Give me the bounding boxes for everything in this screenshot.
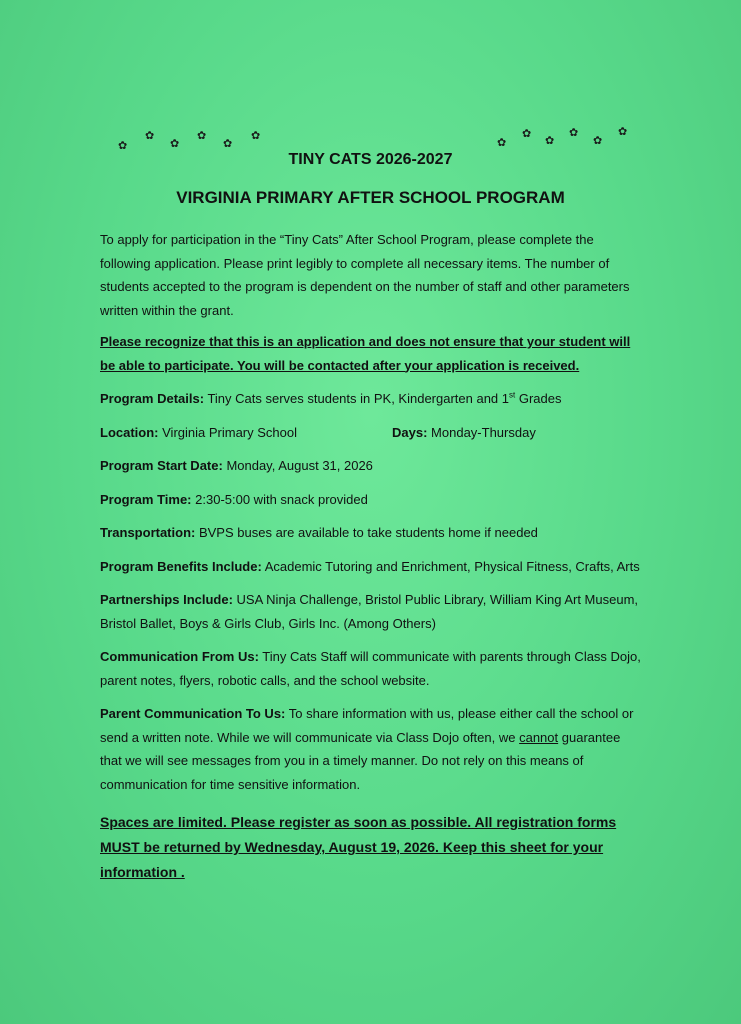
registration-deadline-notice: Spaces are limited. Please register as soon as possible. All registration forms MUST be returned by Wednesday, August 19, 2026. Keep this sheet for your information . bbox=[100, 814, 617, 880]
paw-print-icon: ✿ bbox=[170, 137, 180, 150]
application-notice: Please recognize that this is an application and does not ensure that your student will be able to participate. You will be contacted after your application is received. bbox=[100, 334, 631, 373]
paw-print-icon: ✿ bbox=[197, 129, 207, 142]
paw-print-icon: ✿ bbox=[522, 127, 532, 140]
benefits-value: Academic Tutoring and Enrichment, Physical Fitness, Crafts, Arts bbox=[264, 558, 640, 574]
transportation-label: Transportation: bbox=[100, 525, 196, 540]
communication-to-value-end: guarantee that we will see messages from you in a timely manner. Do not rely on this means of communication for time sensitive information. bbox=[100, 729, 621, 792]
days-value: Monday-Thursday bbox=[431, 424, 536, 440]
program-details-value: Tiny Cats serves students in PK, Kindergarten and 1 bbox=[207, 391, 510, 406]
location-label: Location: bbox=[100, 424, 159, 440]
intro-paragraph: To apply for participation in the “Tiny Cats” After School Program, please complete the following application. Please print legibly to complete all necessary items. The number of students accepted to the program is dependent on the number of staff and other parameters written within the grant. bbox=[100, 232, 630, 318]
communication-from-label: Communication From Us: bbox=[100, 649, 259, 664]
program-time-label: Program Time: bbox=[100, 491, 192, 507]
transportation-value: BVPS buses are available to take students home if needed bbox=[198, 525, 538, 540]
flyer-title: TINY CATS 2026-2027 bbox=[288, 151, 453, 168]
location-days-row bbox=[100, 421, 645, 445]
paw-print-icon: ✿ bbox=[223, 137, 233, 150]
communication-from-value: Tiny Cats Staff will communicate with parents through Class Dojo, parent notes, flyers, robotic calls, and the school website. bbox=[100, 649, 641, 688]
transportation-row bbox=[100, 521, 645, 545]
paw-print-icon: ✿ bbox=[251, 129, 261, 142]
communication-to-row bbox=[100, 702, 645, 796]
communication-to-value: To share information with us, please either call the school or send a written note. While we will communicate via Class Dojo often, we bbox=[100, 706, 634, 745]
program-details-label: Program Details: bbox=[100, 391, 205, 406]
flyer-subtitle: VIRGINIA PRIMARY AFTER SCHOOL PROGRAM bbox=[176, 188, 565, 207]
paw-print-icon: ✿ bbox=[145, 129, 155, 142]
partnerships-row bbox=[100, 588, 645, 635]
paw-print-icon: ✿ bbox=[118, 139, 128, 152]
partnerships-label: Partnerships Include: bbox=[100, 592, 233, 607]
location-value: Virginia Primary School bbox=[162, 424, 297, 440]
benefits-label: Program Benefits Include: bbox=[100, 558, 262, 574]
program-details-value-end: Grades bbox=[515, 391, 562, 406]
paw-print-icon: ✿ bbox=[497, 136, 507, 149]
program-details-row bbox=[100, 387, 645, 411]
start-date-label: Program Start Date: bbox=[100, 458, 223, 473]
communication-to-label: Parent Communication To Us: bbox=[100, 706, 286, 721]
partnerships-value: USA Ninja Challenge, Bristol Public Library, William King Art Museum, Bristol Ballet, Boys & Girls Club, Girls Inc. (Among Others) bbox=[100, 592, 639, 631]
start-date-value: Monday, August 31, 2026 bbox=[226, 458, 373, 473]
communication-from-row bbox=[100, 645, 645, 692]
days-field bbox=[392, 421, 536, 445]
paw-print-icon: ✿ bbox=[593, 134, 603, 147]
flyer-body bbox=[100, 228, 645, 895]
program-time-value: 2:30-5:00 with snack provided bbox=[195, 491, 368, 507]
location-field bbox=[100, 421, 392, 445]
days-label: Days: bbox=[392, 424, 428, 440]
paw-print-icon: ✿ bbox=[618, 125, 628, 138]
start-date-row bbox=[100, 454, 645, 478]
paw-print-icon: ✿ bbox=[569, 126, 579, 139]
program-time-row bbox=[100, 488, 645, 512]
ordinal-suffix: st bbox=[509, 390, 516, 400]
paw-print-icon: ✿ bbox=[545, 134, 555, 147]
benefits-row bbox=[100, 555, 645, 579]
cannot-emphasis: cannot bbox=[519, 729, 559, 745]
